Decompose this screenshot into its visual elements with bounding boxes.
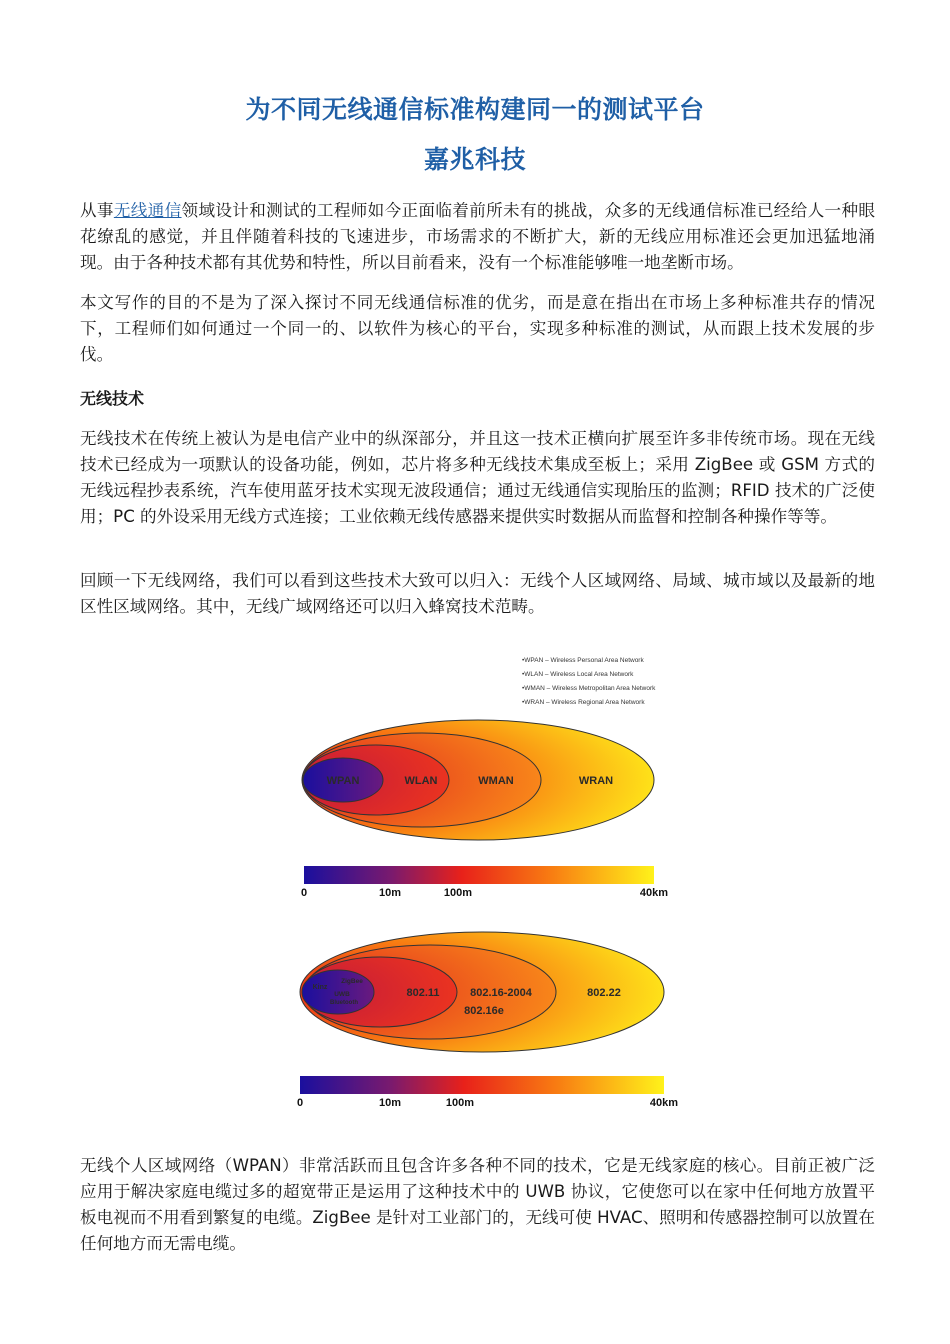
wireless-comm-link[interactable]: 无线通信 bbox=[113, 201, 182, 220]
label-802-11: 802.11 bbox=[406, 987, 440, 999]
bottom-scale-bar bbox=[300, 1076, 664, 1094]
purpose-paragraph: 本文写作的目的不是为了深入探讨不同无线通信标准的优劣，而是意在指出在市场上多种标准共存的情况下，工程师们如何通过一个同一的、以软件为核心的平台，实现多种标准的测试，从而跟上技术发展的步伐。 bbox=[80, 293, 875, 364]
bottom-oval-set bbox=[300, 932, 664, 1052]
label-wpan: WPAN bbox=[326, 775, 360, 787]
label-802-16e: 802.16e bbox=[464, 1005, 504, 1017]
label-wran: WRAN bbox=[578, 775, 614, 787]
legend-wman: •WMAN – Wireless Metropolitan Area Network bbox=[522, 685, 656, 692]
label-bluetooth: Bluetooth bbox=[330, 1000, 358, 1006]
document-title: 为不同无线通信标准构建同一的测试平台 bbox=[245, 95, 705, 124]
bottom-tick-40km: 40km bbox=[649, 1097, 679, 1109]
label-uwb: UWB bbox=[334, 991, 350, 998]
label-802-16-2004: 802.16-2004 bbox=[470, 987, 532, 999]
intro-post-link: 领域设计和测试的工程师如今正面临着前所未有的挑战，众多的无线通信标准已经给人一种眼花缭乱的感觉，并且伴随着科技的飞速进步，市场需求的不断扩大，新的无线应用标准还会更加迅猛地涌现。由于各种技术都有其优势和特性，所以目前看来，没有一个标准能够唯一地垄断市场。 bbox=[80, 201, 875, 272]
legend-wlan: •WLAN – Wireless Local Area Network bbox=[522, 671, 634, 678]
bottom-tick-10m: 10m bbox=[378, 1097, 402, 1109]
intro-paragraph bbox=[80, 198, 875, 276]
label-zigbee: ZigBee bbox=[341, 978, 363, 985]
top-tick-0: 0 bbox=[300, 887, 308, 899]
section-heading: 无线技术 bbox=[80, 389, 145, 408]
legend-wpan: •WPAN – Wireless Personal Area Network bbox=[522, 657, 644, 664]
label-wlan: WLAN bbox=[404, 775, 438, 787]
label-wman: WMAN bbox=[478, 775, 514, 787]
top-scale-bar bbox=[304, 866, 654, 884]
intro-pre-link: 从事 bbox=[80, 201, 114, 220]
top-tick-100m: 100m bbox=[443, 887, 473, 899]
wireless-tech-paragraph: 无线技术在传统上被认为是电信产业中的纵深部分，并且这一技术正横向扩展至许多非传统市场。现在无线技术已经成为一项默认的设备功能，例如，芯片将多种无线技术集成至板上；采用 ZigBee 或 GSM 方式的无线远程抄表系统，汽车使用蓝牙技术实现无波段通信；通过无线通信实现胎压的监测；RFID 技术的广泛使用；PC 的外设采用无线方式连接；工业依赖无线传感器来提供实时数据从而监督和控制各种操作等等。 bbox=[80, 429, 875, 526]
label-kinz: Kinz bbox=[312, 984, 328, 991]
legend-wran: •WRAN – Wireless Regional Area Network bbox=[522, 699, 645, 706]
wireless-network-diagram bbox=[290, 648, 690, 1118]
wpan-paragraph: 无线个人区域网络（WPAN）非常活跃而且包含许多各种不同的技术，它是无线家庭的核心。目前正被广泛应用于解决家庭电缆过多的超宽带正是运用了这种技术中的 UWB 协议，它使您可以在家中任何地方放置平板电视而不用看到繁复的电缆。ZigBee 是针对工业部门的，无线可使 HVAC、照明和传感器控制可以放置在任何地方而无需电缆。 bbox=[80, 1156, 875, 1253]
label-802-22: 802.22 bbox=[587, 987, 621, 999]
top-tick-10m: 10m bbox=[378, 887, 402, 899]
top-oval-set bbox=[302, 720, 654, 840]
network-overview-paragraph: 回顾一下无线网络，我们可以看到这些技术大致可以归入：无线个人区域网络、局域、城市域以及最新的地区性区域网络。其中，无线广域网络还可以归入蜂窝技术范畴。 bbox=[80, 571, 875, 616]
bottom-tick-100m: 100m bbox=[445, 1097, 475, 1109]
network-range-figure bbox=[290, 648, 690, 1118]
top-tick-40km: 40km bbox=[639, 887, 669, 899]
bottom-tick-0: 0 bbox=[296, 1097, 304, 1109]
document-subtitle: 嘉兆科技 bbox=[423, 145, 526, 174]
